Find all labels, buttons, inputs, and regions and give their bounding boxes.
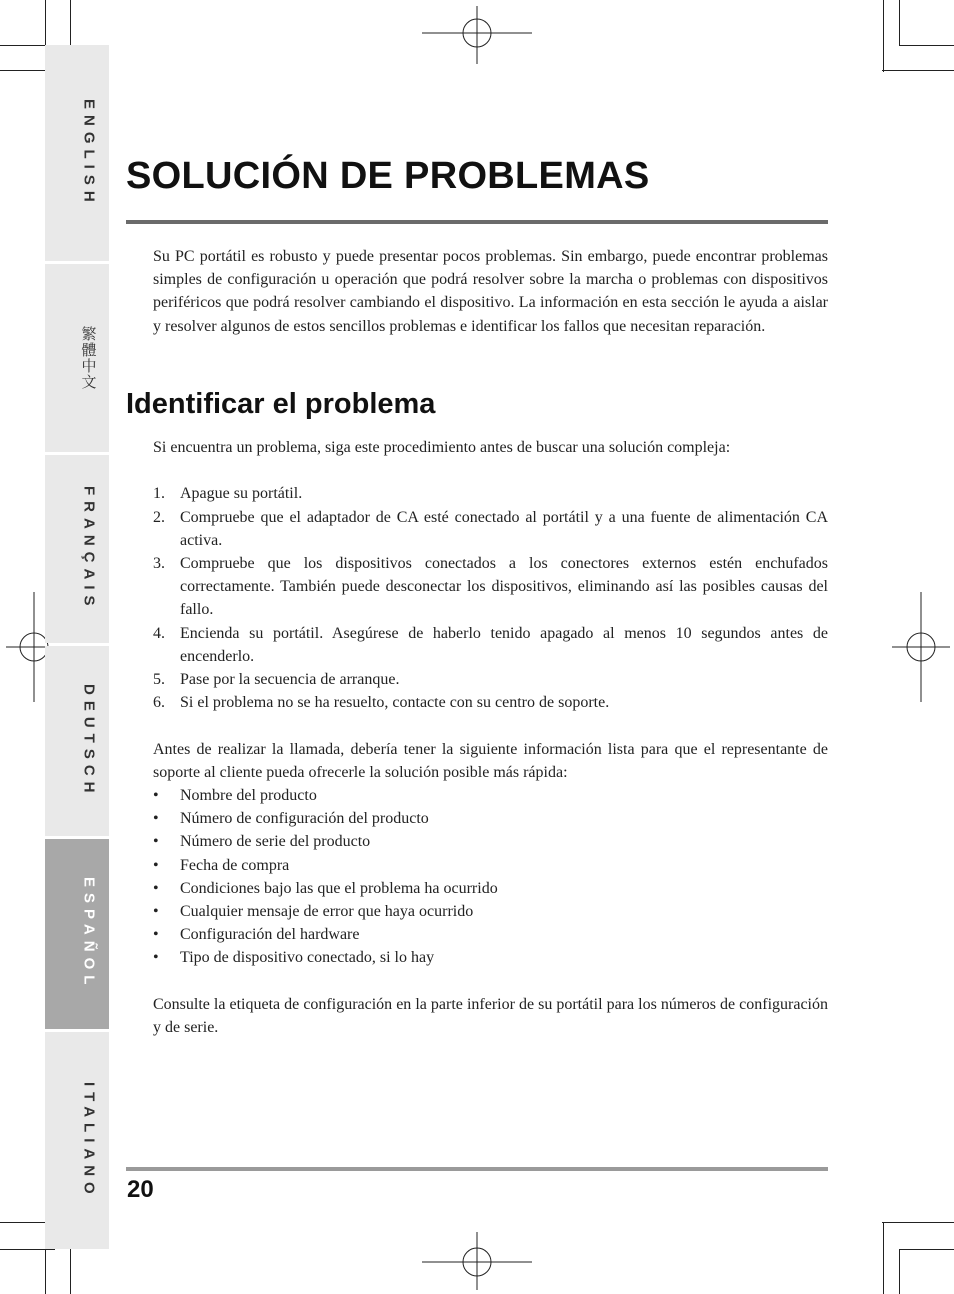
crop-mark bbox=[883, 0, 884, 72]
language-tab-label: 繁體中文 bbox=[79, 326, 98, 390]
spacer bbox=[153, 970, 828, 993]
language-sidebar bbox=[45, 45, 109, 1249]
info-item-text: Condiciones bajo las que el problema ha ocurrido bbox=[180, 879, 498, 897]
language-tab-chinese[interactable] bbox=[45, 264, 109, 452]
step-text: Apague su portátil. bbox=[180, 485, 303, 503]
info-item-text: Nombre del producto bbox=[180, 787, 317, 805]
crop-mark bbox=[882, 1222, 954, 1223]
bullet-icon: • bbox=[153, 856, 159, 874]
bullet-icon: • bbox=[153, 787, 159, 805]
list-item bbox=[153, 622, 828, 668]
info-intro: Antes de realizar la llamada, debería tener la siguiente información lista para que el representante de soporte al cliente pueda ofrecerle la solución posible más rápida: bbox=[153, 740, 828, 781]
step-number: 6. bbox=[153, 694, 165, 712]
list-item bbox=[153, 691, 828, 714]
bullet-icon: • bbox=[153, 949, 159, 967]
step-number: 3. bbox=[153, 555, 165, 572]
list-item bbox=[153, 668, 828, 691]
list-item bbox=[153, 506, 828, 552]
language-tab-english[interactable] bbox=[45, 45, 109, 261]
list-item bbox=[153, 900, 828, 923]
language-tab-italian[interactable] bbox=[45, 1032, 109, 1249]
step-number: 5. bbox=[153, 671, 165, 689]
language-tab-spanish[interactable] bbox=[45, 839, 109, 1029]
spacer bbox=[153, 459, 828, 482]
list-item bbox=[153, 807, 828, 830]
registration-mark-right bbox=[892, 592, 950, 702]
procedure-section bbox=[153, 436, 828, 1039]
list-item bbox=[153, 784, 828, 807]
list-item bbox=[153, 482, 828, 505]
closing-paragraph: Consulte la etiqueta de configuración en la parte inferior de su portátil para los números de configuración y de serie. bbox=[153, 995, 828, 1037]
crop-mark bbox=[899, 1249, 954, 1250]
bullet-icon: • bbox=[153, 879, 159, 897]
section-title: Identificar el problema bbox=[126, 388, 436, 420]
info-item-text: Tipo de dispositivo conectado, si lo hay bbox=[180, 949, 435, 967]
step-number: 2. bbox=[153, 508, 165, 526]
crop-mark bbox=[45, 1249, 46, 1294]
language-tab-german[interactable] bbox=[45, 646, 109, 836]
list-item bbox=[153, 552, 828, 622]
info-item-text: Configuración del hardware bbox=[180, 926, 360, 944]
registration-mark-bottom bbox=[422, 1232, 532, 1290]
list-item bbox=[153, 877, 828, 900]
crop-mark bbox=[899, 1249, 900, 1294]
bullet-icon: • bbox=[153, 926, 159, 944]
crop-mark bbox=[0, 1249, 55, 1250]
crop-mark bbox=[45, 0, 46, 45]
procedure-intro: Si encuentra un problema, siga este procedimiento antes de buscar una solución compleja: bbox=[153, 439, 731, 456]
footer-rule bbox=[126, 1167, 828, 1171]
step-text: Compruebe que los dispositivos conectados a los conectores externos estén enchufados correctamente. También puede desconectar los dispositivos, eliminando así las posibles causas del fallo. bbox=[180, 555, 828, 619]
page-number: 20 bbox=[127, 1176, 154, 1203]
intro-paragraph: Su PC portátil es robusto y puede presentar pocos problemas. Sin embargo, puede encontrar problemas simples de configuración u operación que podrá resolver sobre la marcha o problemas con dispositivos periféricos que podrá resolver cambiando el dispositivo. La información en esta sección le ayuda a aislar y resolver algunos de estos sencillos problemas e identificar los fallos que necesitan reparación. bbox=[153, 248, 828, 335]
step-text: Pase por la secuencia de arranque. bbox=[180, 671, 400, 689]
crop-mark bbox=[883, 1222, 884, 1294]
language-tab-label: ENGLISH bbox=[80, 98, 98, 208]
page-title: SOLUCIÓN DE PROBLEMAS bbox=[126, 155, 650, 197]
language-tab-label: ITALIANO bbox=[80, 1081, 98, 1200]
step-text: Encienda su portátil. Asegúrese de haberlo tenido apagado al menos 10 segundos antes de encenderlo. bbox=[180, 624, 828, 665]
step-text: Si el problema no se ha resuelto, contacte con su centro de soporte. bbox=[180, 694, 610, 712]
bullet-icon: • bbox=[153, 833, 159, 851]
crop-mark bbox=[899, 45, 954, 46]
steps-list bbox=[153, 482, 828, 714]
info-list bbox=[153, 784, 828, 970]
step-number: 4. bbox=[153, 624, 165, 642]
info-item-text: Cualquier mensaje de error que haya ocurrido bbox=[180, 903, 474, 921]
bullet-icon: • bbox=[153, 903, 159, 921]
list-item bbox=[153, 854, 828, 877]
language-tab-label: ESPAÑOL bbox=[80, 877, 98, 991]
list-item bbox=[153, 923, 828, 946]
title-rule bbox=[126, 220, 828, 224]
info-item-text: Número de serie del producto bbox=[180, 833, 371, 851]
crop-mark bbox=[882, 70, 954, 71]
list-item bbox=[153, 946, 828, 969]
language-tab-french[interactable] bbox=[45, 455, 109, 643]
language-tab-label: DEUTSCH bbox=[80, 683, 98, 799]
info-item-text: Fecha de compra bbox=[180, 856, 290, 874]
intro-section bbox=[153, 245, 828, 338]
step-number: 1. bbox=[153, 485, 165, 503]
list-item bbox=[153, 830, 828, 853]
crop-mark bbox=[899, 0, 900, 45]
bullet-icon: • bbox=[153, 810, 159, 828]
step-text: Compruebe que el adaptador de CA esté conectado al portátil y a una fuente de alimentación CA activa. bbox=[180, 508, 828, 549]
registration-mark-top bbox=[422, 6, 532, 64]
info-item-text: Número de configuración del producto bbox=[180, 810, 429, 828]
spacer bbox=[153, 714, 828, 737]
language-tab-label: FRANÇAIS bbox=[80, 486, 98, 612]
